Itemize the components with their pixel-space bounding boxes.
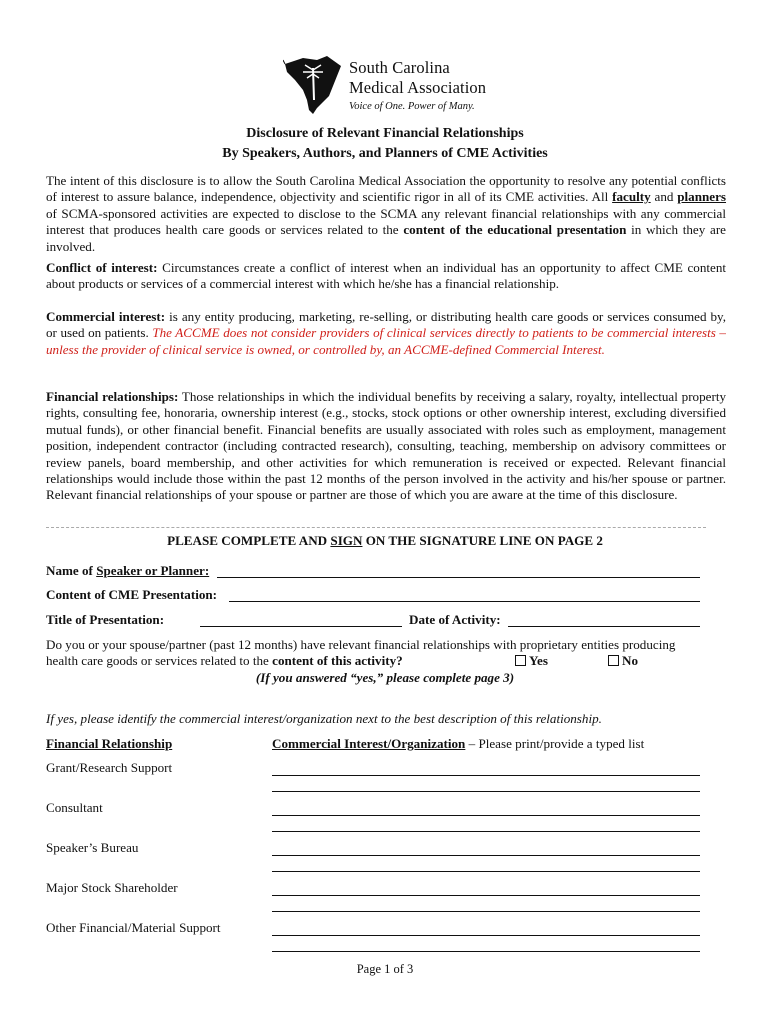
financial-text: Those relationships in which the individual benefits by receiving a salary, royalty, intellectual property rights, consulting fee, honoraria, ownership interest (e.g., stocks, stock options or other ownership interest, excluding diversified mutual funds), or other financial benefit. Financial benefits are usually associated with roles such as employment, management position, independent contractor (including contracted research), consulting, teaching, membership on advisory committees or review panels, board membership, and other activities for which remuneration is received or expected. Relevant financial relationships would include those within the past 12 months of the person involved in the activity and his/her spouse or partner. Relevant financial relationships of your spouse or partner are those of which you are aware at the time of this disclosure.	[46, 389, 727, 503]
financial-paragraph	[46, 389, 726, 504]
conflict-paragraph	[46, 260, 726, 293]
intro-planners: planners	[677, 189, 727, 205]
name-field-label	[46, 563, 209, 579]
intro-paragraph	[46, 173, 726, 255]
scma-logo	[283, 50, 503, 116]
no-checkbox[interactable]	[608, 655, 619, 666]
date-field-label: Date of Activity:	[409, 612, 501, 627]
intro-faculty: faculty	[612, 189, 651, 205]
content-field-label: Content of CME Presentation:	[46, 587, 218, 602]
consultant-input-line-2[interactable]	[272, 831, 700, 832]
question-line2-bold: content of this activity?	[272, 653, 403, 668]
row-label-grant: Grant/Research Support	[46, 760, 173, 775]
instruction-before: PLEASE COMPLETE AND	[167, 533, 331, 548]
no-label: No	[622, 653, 639, 668]
other-input-line-2[interactable]	[272, 951, 700, 952]
speakers-input-line-1[interactable]	[272, 855, 700, 856]
date-input-line[interactable]	[508, 626, 700, 627]
question-line2	[46, 653, 403, 669]
grant-input-line-1[interactable]	[272, 775, 700, 776]
org-name-line2: Medical Association	[349, 78, 487, 97]
commercial-paragraph	[46, 309, 726, 358]
sign-instruction	[0, 533, 770, 549]
org-name-line1: South Carolina	[349, 58, 450, 77]
conflict-label: Conflict of interest:	[46, 260, 158, 275]
row-label-consultant: Consultant	[46, 800, 103, 815]
instruction-after: ON THE SIGNATURE LINE ON PAGE 2	[362, 533, 603, 548]
conflict-text: Circumstances create a conflict of interest when an individual has an opportunity to affect CME content about products or services of a commercial interest with which he/she has a financial relationship.	[46, 260, 727, 292]
no-option[interactable]	[608, 653, 638, 669]
col-commercial-interest-header	[272, 736, 644, 752]
page-number: Page 1 of 3	[356, 962, 414, 976]
intro-content-bold: content of the educational presentation	[403, 222, 627, 238]
yes-option[interactable]	[515, 653, 548, 669]
grant-input-line-2[interactable]	[272, 791, 700, 792]
consultant-input-line-1[interactable]	[272, 815, 700, 816]
question-note: (If you answered “yes,” please complete page 3)	[255, 670, 515, 685]
intro-text-1: The intent of this disclosure is to allow the South Carolina Medical Association the opportunity to resolve any potential conflicts of interest to assure balance, independence, objectivity and scientific rigor in all of its CME activities. All	[46, 173, 726, 205]
org-tagline: Voice of One. Power of Many.	[349, 101, 475, 112]
yes-checkbox[interactable]	[515, 655, 526, 666]
intro-and: and	[650, 189, 678, 205]
stock-input-line-1[interactable]	[272, 895, 700, 896]
relationship-instruction: If yes, please identify the commercial interest/organization next to the best description of this relationship.	[46, 711, 602, 726]
page-subtitle: By Speakers, Authors, and Planners of CME Activities	[222, 146, 548, 161]
col2-header-label: Commercial Interest/Organization	[272, 736, 466, 751]
name-prefix: Name of	[46, 563, 97, 578]
name-input-line[interactable]	[217, 577, 700, 578]
name-label: Speaker or Planner:	[96, 563, 210, 578]
financial-label: Financial relationships:	[46, 389, 179, 404]
title-field-label: Title of Presentation:	[46, 612, 165, 627]
col-financial-relationship-header: Financial Relationship	[46, 736, 173, 751]
question-line1: Do you or your spouse/partner (past 12 months) have relevant financial relationships with proprietary entities producing	[46, 637, 676, 652]
other-input-line-1[interactable]	[272, 935, 700, 936]
intro-text-3: in which they are involved.	[46, 222, 726, 254]
intro-text-2: of SCMA-sponsored activities are expected to disclose to the SCMA any relevant financial relationships with any commercial interest that produces health care goods or services related to the	[46, 205, 726, 238]
page-title: Disclosure of Relevant Financial Relationships	[246, 126, 524, 141]
commercial-text: is any entity producing, marketing, re-selling, or distributing health care goods or services consumed by, or used on patients.	[46, 309, 727, 341]
stock-input-line-2[interactable]	[272, 911, 700, 912]
south-carolina-state-icon	[283, 50, 345, 116]
row-label-speakers-bureau: Speaker’s Bureau	[46, 840, 139, 855]
col2-header-note: – Please print/provide a typed list	[465, 736, 645, 751]
question-line2-prefix: health care goods or services related to the	[46, 653, 273, 668]
content-input-line[interactable]	[229, 601, 700, 602]
instruction-sign: SIGN	[330, 533, 363, 548]
commercial-accme-note: The ACCME does not consider providers of clinical services directly to patients to be commercial interests – unless the provider of clinical service is owned, or controlled by, an ACCME-defined Commercial Interest.	[46, 325, 726, 357]
section-divider	[46, 527, 706, 528]
commercial-label: Commercial interest:	[46, 309, 166, 324]
row-label-other-support: Other Financial/Material Support	[46, 920, 221, 935]
row-label-stock-shareholder: Major Stock Shareholder	[46, 880, 178, 895]
yes-label: Yes	[529, 653, 548, 668]
title-input-line[interactable]	[200, 626, 402, 627]
speakers-input-line-2[interactable]	[272, 871, 700, 872]
